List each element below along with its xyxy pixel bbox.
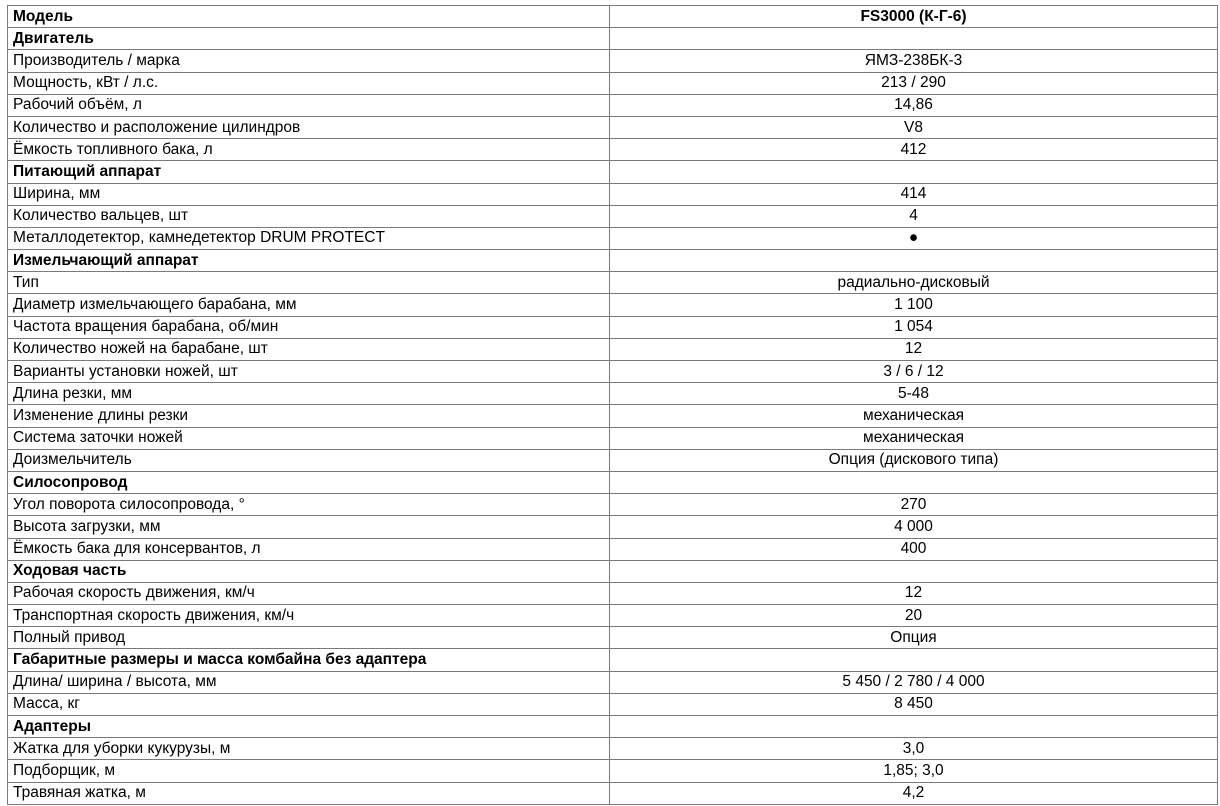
spec-label: Количество и расположение цилиндров <box>8 116 610 138</box>
spec-label: Масса, кг <box>8 693 610 715</box>
spec-row <box>8 294 1218 316</box>
spec-row <box>8 693 1218 715</box>
header-row <box>8 6 1218 28</box>
spec-row <box>8 582 1218 604</box>
spec-row <box>8 116 1218 138</box>
spec-label: Тип <box>8 272 610 294</box>
spec-label: Транспортная скорость движения, км/ч <box>8 605 610 627</box>
spec-value: механическая <box>610 427 1218 449</box>
spec-label: Металлодетектор, камнедетектор DRUM PROTECT <box>8 227 610 249</box>
spec-label: Мощность, кВт / л.с. <box>8 72 610 94</box>
spec-row <box>8 316 1218 338</box>
spec-label: Изменение длины резки <box>8 405 610 427</box>
section-title: Адаптеры <box>8 716 610 738</box>
section-empty-cell <box>610 250 1218 272</box>
spec-row <box>8 50 1218 72</box>
section-empty-cell <box>610 161 1218 183</box>
spec-label: Длина резки, мм <box>8 383 610 405</box>
spec-label: Доизмельчитель <box>8 449 610 471</box>
section-title: Ходовая часть <box>8 560 610 582</box>
header-value: FS3000 (К-Г-6) <box>610 6 1218 28</box>
spec-row <box>8 405 1218 427</box>
spec-label: Система заточки ножей <box>8 427 610 449</box>
spec-value: Опция (дискового типа) <box>610 449 1218 471</box>
spec-table-body <box>8 6 1218 805</box>
spec-label: Полный привод <box>8 627 610 649</box>
spec-label: Диаметр измельчающего барабана, мм <box>8 294 610 316</box>
section-empty-cell <box>610 716 1218 738</box>
spec-value: 400 <box>610 538 1218 560</box>
spec-row <box>8 738 1218 760</box>
spec-label: Количество ножей на барабане, шт <box>8 338 610 360</box>
spec-label: Рабочий объём, л <box>8 94 610 116</box>
spec-label: Частота вращения барабана, об/мин <box>8 316 610 338</box>
section-row <box>8 161 1218 183</box>
spec-row <box>8 361 1218 383</box>
section-empty-cell <box>610 28 1218 50</box>
section-row <box>8 28 1218 50</box>
spec-row <box>8 72 1218 94</box>
spec-row <box>8 272 1218 294</box>
spec-label: Количество вальцев, шт <box>8 205 610 227</box>
spec-label: Жатка для уборки кукурузы, м <box>8 738 610 760</box>
header-label: Модель <box>8 6 610 28</box>
section-title: Силосопровод <box>8 471 610 493</box>
section-title: Габаритные размеры и масса комбайна без адаптера <box>8 649 610 671</box>
spec-label: Рабочая скорость движения, км/ч <box>8 582 610 604</box>
spec-label: Подборщик, м <box>8 760 610 782</box>
spec-value: ЯМЗ-238БК-3 <box>610 50 1218 72</box>
spec-value: Опция <box>610 627 1218 649</box>
section-row <box>8 560 1218 582</box>
spec-row <box>8 383 1218 405</box>
spec-value: 8 450 <box>610 693 1218 715</box>
section-title: Измельчающий аппарат <box>8 250 610 272</box>
section-empty-cell <box>610 471 1218 493</box>
spec-value: 12 <box>610 582 1218 604</box>
spec-value: 414 <box>610 183 1218 205</box>
section-row <box>8 471 1218 493</box>
spec-row <box>8 183 1218 205</box>
spec-label: Угол поворота силосопровода, ° <box>8 494 610 516</box>
spec-value: 12 <box>610 338 1218 360</box>
spec-row <box>8 494 1218 516</box>
spec-value: 412 <box>610 139 1218 161</box>
spec-row <box>8 538 1218 560</box>
section-row <box>8 716 1218 738</box>
spec-value: 5 450 / 2 780 / 4 000 <box>610 671 1218 693</box>
spec-row <box>8 427 1218 449</box>
spec-value: 1,85; 3,0 <box>610 760 1218 782</box>
spec-row <box>8 449 1218 471</box>
spec-table <box>7 5 1218 805</box>
section-title: Питающий аппарат <box>8 161 610 183</box>
spec-value: 5-48 <box>610 383 1218 405</box>
spec-value: радиально-дисковый <box>610 272 1218 294</box>
section-row <box>8 649 1218 671</box>
spec-row <box>8 605 1218 627</box>
spec-value: ● <box>610 227 1218 249</box>
spec-row <box>8 227 1218 249</box>
spec-row <box>8 671 1218 693</box>
spec-row <box>8 139 1218 161</box>
spec-value: 1 054 <box>610 316 1218 338</box>
section-title: Двигатель <box>8 28 610 50</box>
spec-label: Ширина, мм <box>8 183 610 205</box>
spec-row <box>8 516 1218 538</box>
section-empty-cell <box>610 560 1218 582</box>
spec-value: механическая <box>610 405 1218 427</box>
spec-value: 4,2 <box>610 782 1218 804</box>
spec-label: Варианты установки ножей, шт <box>8 361 610 383</box>
spec-label: Высота загрузки, мм <box>8 516 610 538</box>
spec-value: 1 100 <box>610 294 1218 316</box>
spec-row <box>8 338 1218 360</box>
spec-label: Длина/ ширина / высота, мм <box>8 671 610 693</box>
spec-label: Производитель / марка <box>8 50 610 72</box>
spec-label: Ёмкость топливного бака, л <box>8 139 610 161</box>
spec-value: 3,0 <box>610 738 1218 760</box>
section-row <box>8 250 1218 272</box>
spec-value: 3 / 6 / 12 <box>610 361 1218 383</box>
spec-value: V8 <box>610 116 1218 138</box>
spec-row <box>8 94 1218 116</box>
spec-row <box>8 760 1218 782</box>
spec-label: Ёмкость бака для консервантов, л <box>8 538 610 560</box>
section-empty-cell <box>610 649 1218 671</box>
spec-value: 20 <box>610 605 1218 627</box>
spec-value: 4 000 <box>610 516 1218 538</box>
spec-row <box>8 205 1218 227</box>
spec-row <box>8 627 1218 649</box>
spec-value: 270 <box>610 494 1218 516</box>
spec-value: 213 / 290 <box>610 72 1218 94</box>
spec-value: 4 <box>610 205 1218 227</box>
spec-value: 14,86 <box>610 94 1218 116</box>
spec-label: Травяная жатка, м <box>8 782 610 804</box>
spec-row <box>8 782 1218 804</box>
